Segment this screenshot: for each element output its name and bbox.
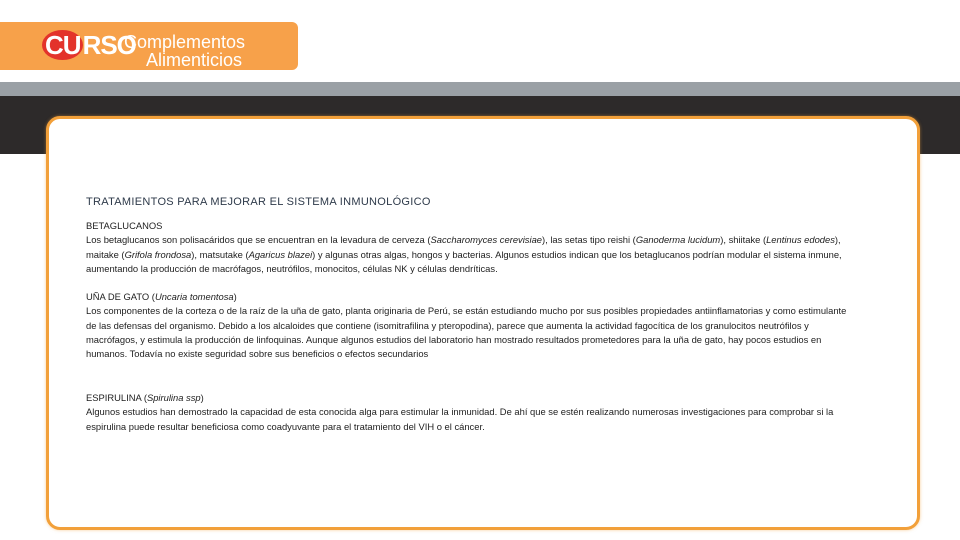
logo-wordmark xyxy=(42,30,136,61)
section-body: Los betaglucanos son polisacáridos que se encuentran en la levadura de cerveza (Saccharomyces cerevisiae), las setas tipo reishi (Ganoderma lucidum), shiitake (Lentinus edodes), maitake (Grifola frondosa), matsutake (Agaricus blazei) y algunas otras algas, hongos y bacterias. Algunos estudios indican que los betaglucanos podrían modular el sistema inmune, aumentando la producción de macrófagos, neutrófilos, monocitos, células NK y células dendríticas. xyxy=(86,234,842,274)
section-heading: UÑA DE GATO (Uncaria tomentosa) xyxy=(86,291,237,302)
section-heading: ESPIRULINA (Spirulina ssp) xyxy=(86,392,204,403)
document-title: TRATAMIENTOS PARA MEJORAR EL SISTEMA INMUNOLÓGICO xyxy=(86,196,431,208)
section-body: Algunos estudios han demostrado la capacidad de esta conocida alga para estimular la inmunidad. De ahí que se estén realizando numerosas investigaciones para comprobar si la espirulina puede resultar beneficiosa como coadyuvante para el tratamiento del VIH o el cáncer. xyxy=(86,406,834,432)
logo-subtitle-line2: Alimenticios xyxy=(146,50,243,70)
section-betaglucanos xyxy=(86,219,856,276)
logo-wordmark-rest: RSO xyxy=(82,30,136,60)
section-heading: BETAGLUCANOS xyxy=(86,220,163,231)
section-espirulina xyxy=(86,391,856,434)
logo-subtitle-line1: Complementos xyxy=(124,32,246,52)
header-band-gray xyxy=(0,82,960,96)
section-una-de-gato xyxy=(86,290,856,361)
section-body: Los componentes de la corteza o de la raíz de la uña de gato, planta originaria de Perú, se están estudiando mucho por sus posibles propiedades antiinflamatorias y como estimulante de las defensas del organismo. Debido a los alcaloides que contiene (isomitrafilina y pteropodina), parece que aumenta la actividad fagocítica de los granulocitos neutrófilos y macrófagos, y estimula la producción de linfoquinas. Aunque algunos estudios del laboratorio han mostrado resultados prometedores para la uña de gato, hay pocos estudios en humanos. Todavía no existe seguridad sobre sus beneficios o efectos secundarios xyxy=(86,305,847,360)
logo-circle-mark: CU xyxy=(42,30,83,60)
